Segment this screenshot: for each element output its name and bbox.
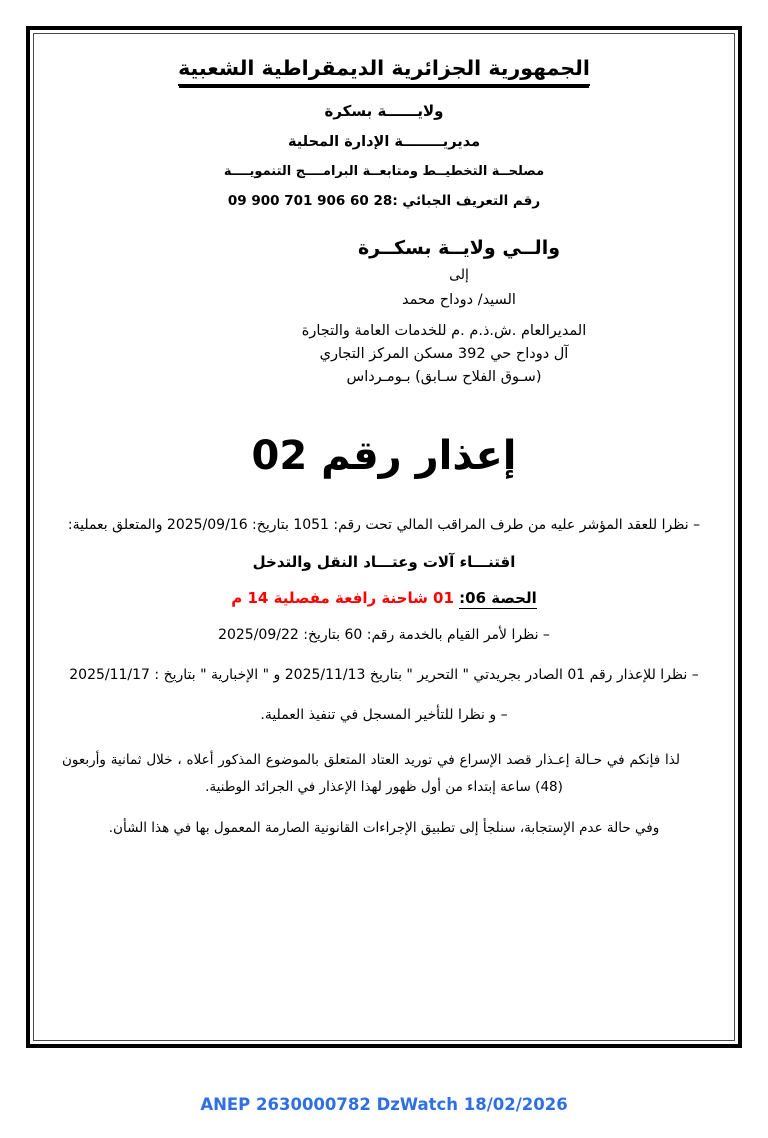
lot-label: الحصة 06: [459, 589, 537, 608]
paragraph-closing: وفي حالة عدم الإستجابة، سنلجأ إلى تطبيق الإجراءات القانونية الصارمة المعمول بها في هذا الشأن. [108, 819, 660, 836]
wilaya-line: ولايــــــة بسكرة [324, 101, 444, 120]
to-label: إلى [449, 266, 469, 283]
clause-service-order: – نظرا لأمر القيام بالخدمة رقم: 60 بتاريخ: 2025/09/22 [218, 627, 550, 644]
lot-value: 01 شاحنة رافعة مفصلية 14 م [231, 589, 454, 608]
clause-contract: – نظرا للعقد المؤشر عليه من طرف المراقب المالي تحت رقم: 1051 بتاريخ: 2025/09/16 والمتعلق بعملية: [67, 517, 701, 534]
anep-footer: ANEP 2630000782 DzWatch 18/02/2026 [200, 1095, 568, 1114]
document-frame-inner [33, 33, 735, 1041]
paragraph-main: لذا فإنكم في حـالة إعـذار قصد الإسراع في توريد العتاد المتعلق بالموضوع المذكور أعلاه ، خلال ثمانية وأربعون (48) ساعة إبتداء من أول ظهور لهذا الإعذار في الجرائد الوطنية. [62, 751, 680, 795]
document-frame [26, 26, 742, 1048]
republic-title-text: الجمهورية الجزائرية الديمقراطية الشعبية [178, 56, 590, 86]
clause-delay: – و نظرا للتأخير المسجل في تنفيذ العملية. [260, 707, 508, 724]
clause-previous-notice: – نظرا للإعذار رقم 01 الصادر بجريدتي " التحرير " بتاريخ 2025/11/13 و " الإخبارية " بتاريخ : 2025/11/17 [69, 667, 699, 684]
body-block [62, 513, 706, 842]
republic-title [62, 56, 706, 86]
service-line: مصلحــة التخطيــط ومتابعــة البرامــــج التنمويــــة [223, 163, 545, 179]
wali-line: والــي ولايــة بسكــرة [357, 236, 561, 259]
document-title: إعذار رقم 02 [251, 433, 517, 480]
addressee-address: آل دوداح حي 392 مسكن المركز التجاري [319, 346, 569, 362]
operation-subject: اقتنـــاء آلات وعتـــاد النقل والتدخل [252, 553, 516, 572]
direction-line: مديريــــــــة الإدارة المحلية [287, 133, 481, 150]
lot-line [62, 589, 706, 607]
tax-id-line: رقم التعريف الجبائي :28 60 906 701 900 09 [227, 192, 541, 209]
addressee-locality: (سـوق الفلاح سـابق) بـومـرداس [346, 369, 542, 386]
addressee-block [62, 237, 706, 390]
header-block [62, 56, 706, 209]
addressee-company: المديرالعام .ش.ذ.م .م للخدمات العامة والتجارة [301, 322, 587, 339]
addressee-name: السيد/ دوداح محمد [402, 291, 516, 308]
